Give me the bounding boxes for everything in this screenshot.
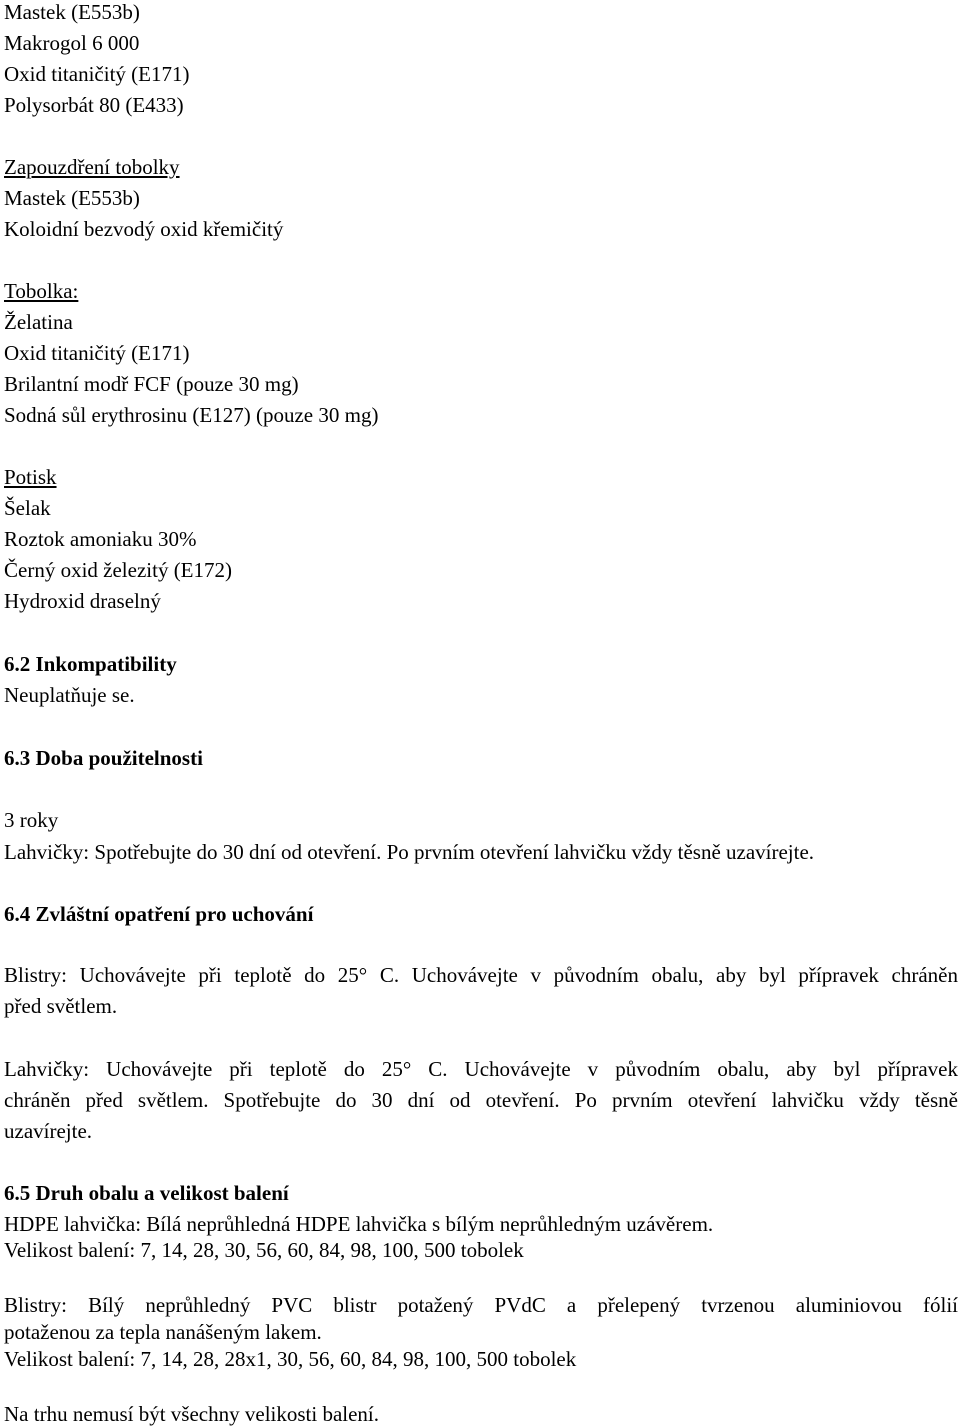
storage-bottles-line-3: uzavírejte.	[4, 1119, 93, 1143]
blister-description-line-1: Blistry: Bílý neprůhledný PVC blistr potažený PVdC a přelepený tvrzenou aluminiovou fólií	[4, 1293, 958, 1317]
excipient-item: Polysorbát 80 (E433)	[4, 93, 184, 117]
capsule-item: Brilantní modř FCF (pouze 30 mg)	[4, 372, 299, 396]
section-6-2-text: Neuplatňuje se.	[4, 683, 135, 707]
print-item: Černý oxid železitý (E172)	[4, 558, 233, 582]
capsule-item: Oxid titaničitý (E171)	[4, 341, 190, 365]
shelf-life-bottles: Lahvičky: Spotřebujte do 30 dní od otevření. Po prvním otevření lahvičku vždy těsně uzavírejte.	[4, 840, 815, 864]
storage-blisters-line-2: před světlem.	[4, 994, 118, 1018]
excipient-item: Makrogol 6 000	[4, 31, 140, 55]
storage-blisters-line-1: Blistry: Uchovávejte při teplotě do 25° C. Uchovávejte v původním obalu, aby byl přípravek chráněn	[4, 963, 958, 987]
storage-bottles-line-1: Lahvičky: Uchovávejte při teplotě do 25° C. Uchovávejte v původním obalu, aby byl přípravek	[4, 1057, 958, 1081]
blister-description-line-2: potaženou za tepla nanášeným lakem.	[4, 1320, 322, 1344]
section-6-3-heading: 6.3 Doba použitelnosti	[4, 746, 203, 770]
section-6-2-heading: 6.2 Inkompatibility	[4, 652, 177, 676]
capsule-item: Sodná sůl erythrosinu (E127) (pouze 30 mg)	[4, 403, 379, 427]
coating-heading: Zapouzdření tobolky	[4, 155, 180, 179]
excipient-item: Oxid titaničitý (E171)	[4, 62, 190, 86]
pack-sizes-note: Na trhu nemusí být všechny velikosti balení.	[4, 1402, 380, 1426]
print-heading: Potisk	[4, 465, 57, 489]
hdpe-bottle-description: HDPE lahvička: Bílá neprůhledná HDPE lahvička s bílým neprůhledným uzávěrem.	[4, 1212, 714, 1236]
excipient-item: Mastek (E553b)	[4, 0, 140, 24]
coating-item: Koloidní bezvodý oxid křemičitý	[4, 217, 284, 241]
section-6-4-heading: 6.4 Zvláštní opatření pro uchování	[4, 902, 314, 926]
shelf-life-years: 3 roky	[4, 808, 59, 832]
print-item: Šelak	[4, 496, 51, 520]
print-item: Roztok amoniaku 30%	[4, 527, 197, 551]
hdpe-pack-sizes: Velikost balení: 7, 14, 28, 30, 56, 60, 84, 98, 100, 500 tobolek	[4, 1238, 524, 1262]
blister-pack-sizes: Velikost balení: 7, 14, 28, 28x1, 30, 56, 60, 84, 98, 100, 500 tobolek	[4, 1347, 577, 1371]
section-6-5-heading: 6.5 Druh obalu a velikost balení	[4, 1181, 289, 1205]
capsule-heading: Tobolka:	[4, 279, 79, 303]
capsule-item: Želatina	[4, 310, 73, 334]
storage-bottles-line-2: chráněn před světlem. Spotřebujte do 30 dní od otevření. Po prvním otevření lahvičku vždy těsně	[4, 1088, 958, 1112]
coating-item: Mastek (E553b)	[4, 186, 140, 210]
print-item: Hydroxid draselný	[4, 589, 161, 613]
